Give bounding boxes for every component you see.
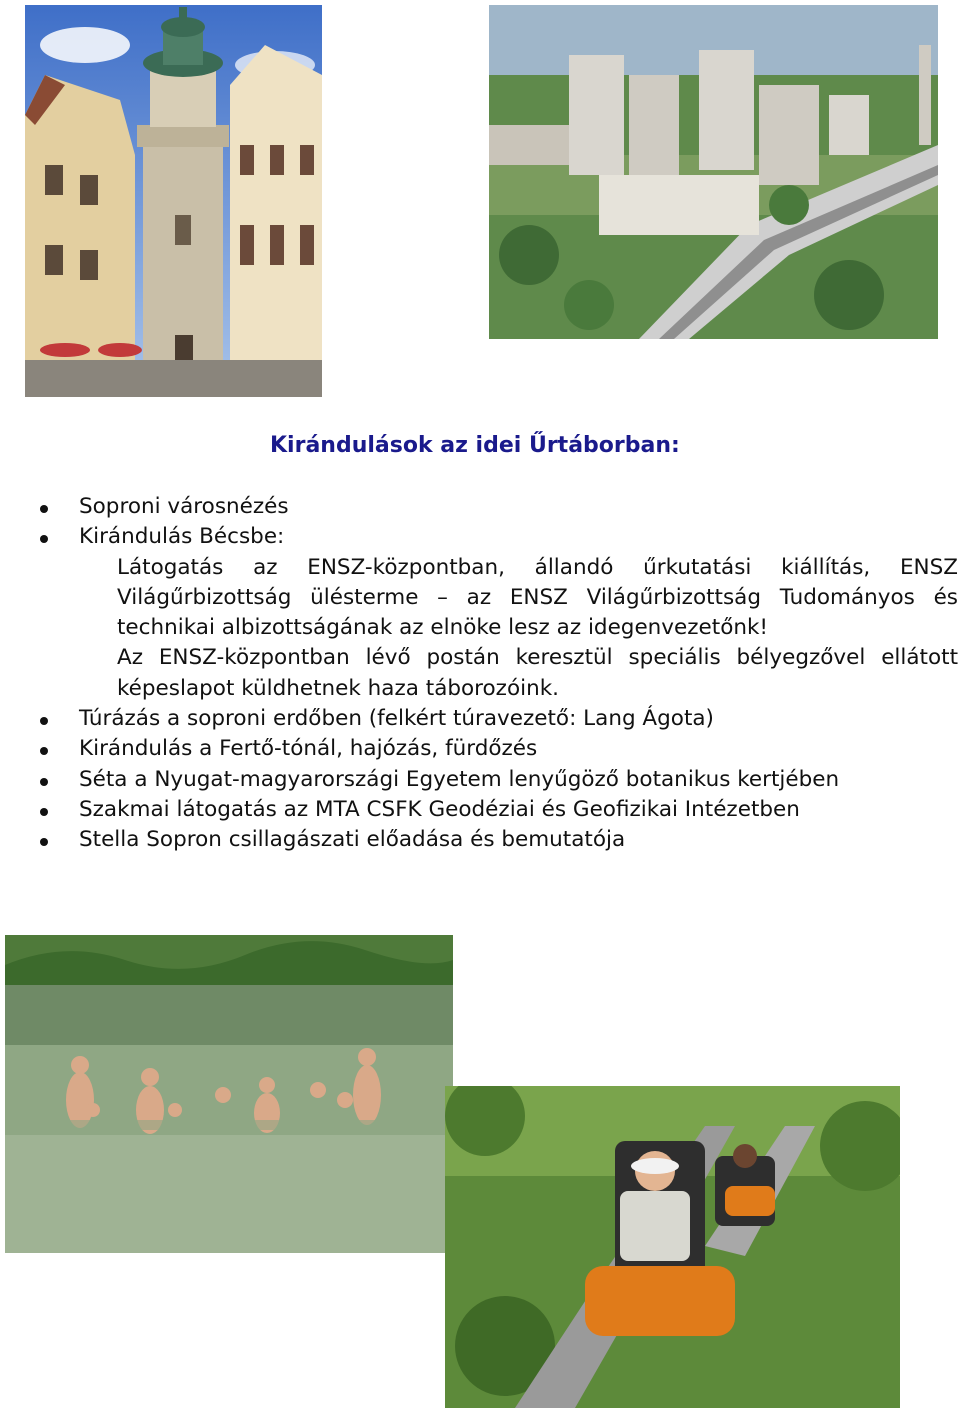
list-item-text: Kirándulás a Fertő-tónál, hajózás, fürdőzés bbox=[79, 736, 538, 762]
list-item-text: Túrázás a soproni erdőben (felkért túravezető: Lang Ágota) bbox=[79, 706, 714, 732]
page-title: Kirándulások az idei Űrtáborban: bbox=[270, 433, 680, 458]
vienna-detail: Látogatás az ENSZ-központban, állandó űrkutatási kiállítás, ENSZ Világűrbizottság ülésterme – az ENSZ Világűrbizottság Tudományos és technikai albizottságának az elnöke lesz az idegenvezetőnk! bbox=[117, 554, 958, 641]
list-item bbox=[40, 734, 958, 764]
list-item bbox=[40, 825, 958, 855]
list-item bbox=[40, 795, 958, 825]
lake-swimming-photo bbox=[5, 935, 453, 1253]
bullet-icon bbox=[40, 717, 48, 725]
bullet-icon bbox=[40, 535, 48, 543]
list-item bbox=[40, 765, 958, 795]
bullet-icon bbox=[40, 778, 48, 786]
vienna-detail: Az ENSZ-központban lévő postán keresztül speciális bélyegzővel ellátott képeslapot küldhetnek haza táborozóink. bbox=[117, 645, 958, 701]
list-item-text: Stella Sopron csillagászati előadása és bemutatója bbox=[79, 827, 626, 853]
list-item-text: Séta a Nyugat-magyarországi Egyetem lenyűgöző botanikus kertjében bbox=[79, 766, 840, 792]
list-item-text: Szakmai látogatás az MTA CSFK Geodéziai és Geofizikai Intézetben bbox=[79, 796, 800, 822]
bullet-icon bbox=[40, 747, 48, 755]
list-item-text: Kirándulás Bécsbe: bbox=[79, 524, 285, 550]
bullet-icon bbox=[40, 838, 48, 846]
list-item-text: Soproni városnézés bbox=[79, 494, 289, 519]
alpine-coaster-photo bbox=[445, 1086, 900, 1408]
list-item bbox=[40, 492, 958, 522]
list-item bbox=[40, 522, 958, 552]
vienna-un-centre-photo bbox=[489, 5, 938, 339]
list-item bbox=[40, 704, 958, 734]
sopron-firewatch-tower-photo bbox=[25, 5, 322, 397]
bullet-icon bbox=[40, 808, 48, 816]
bullet-icon bbox=[40, 505, 48, 513]
excursion-list bbox=[40, 492, 958, 856]
